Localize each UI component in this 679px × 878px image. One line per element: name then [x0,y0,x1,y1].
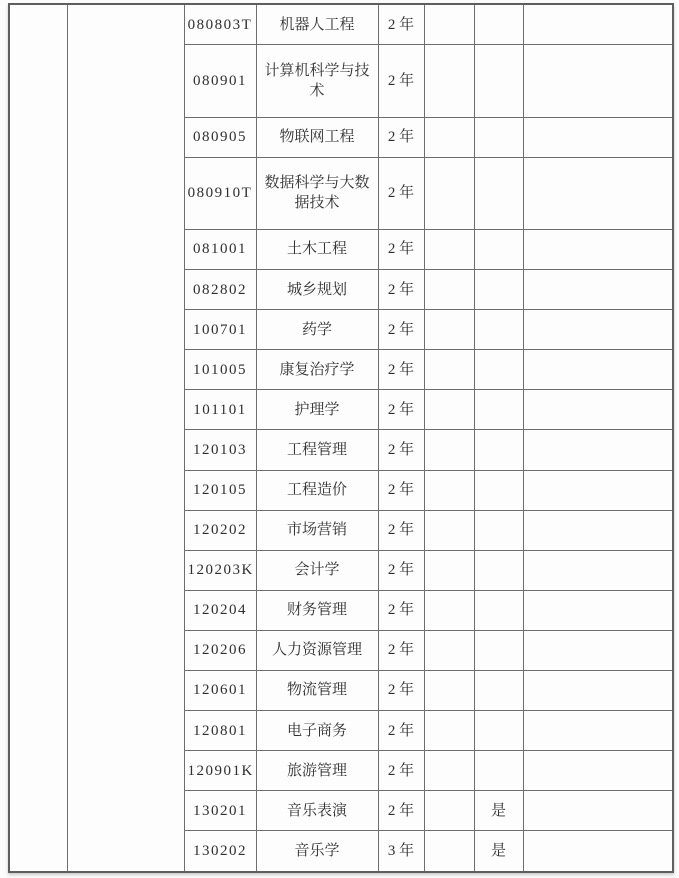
blank-cell [424,590,474,630]
flag-cell [474,310,523,350]
remarks-cell [523,390,673,430]
merged-left-cell-2 [67,4,184,872]
remarks-cell [523,791,673,831]
flag-cell [474,430,523,470]
blank-cell [424,751,474,791]
flag-cell [474,550,523,590]
major-name-cell: 数据科学与大数据技术 [256,157,378,229]
duration-cell: 2 年 [378,711,424,751]
duration-cell: 2 年 [378,430,424,470]
remarks-cell [523,671,673,711]
remarks-cell [523,711,673,751]
table-row [9,4,673,45]
duration-cell: 2 年 [378,270,424,310]
remarks-cell [523,350,673,390]
remarks-cell [523,4,673,45]
major-code-cell: 101101 [184,390,256,430]
duration-cell: 2 年 [378,45,424,117]
flag-cell: 是 [474,791,523,831]
duration-cell: 2 年 [378,630,424,670]
flag-cell [474,390,523,430]
remarks-cell [523,831,673,872]
duration-cell: 2 年 [378,4,424,45]
major-code-cell: 080910T [184,157,256,229]
major-name-cell: 会计学 [256,550,378,590]
major-name-cell: 音乐学 [256,831,378,872]
major-name-cell: 电子商务 [256,711,378,751]
major-name-cell: 机器人工程 [256,4,378,45]
remarks-cell [523,630,673,670]
blank-cell [424,390,474,430]
major-name-cell: 音乐表演 [256,791,378,831]
duration-cell: 2 年 [378,470,424,510]
major-code-cell: 120601 [184,671,256,711]
remarks-cell [523,470,673,510]
major-code-cell: 080803T [184,4,256,45]
flag-cell [474,751,523,791]
major-code-cell: 081001 [184,230,256,270]
flag-cell [474,45,523,117]
duration-cell: 2 年 [378,671,424,711]
major-code-cell: 120103 [184,430,256,470]
flag-cell: 是 [474,831,523,872]
flag-cell [474,590,523,630]
remarks-cell [523,157,673,229]
remarks-cell [523,230,673,270]
merged-left-cell-1 [9,4,67,872]
blank-cell [424,671,474,711]
duration-cell: 2 年 [378,230,424,270]
blank-cell [424,4,474,45]
blank-cell [424,350,474,390]
flag-cell [474,117,523,157]
blank-cell [424,791,474,831]
duration-cell: 2 年 [378,791,424,831]
major-code-cell: 101005 [184,350,256,390]
duration-cell: 2 年 [378,550,424,590]
blank-cell [424,270,474,310]
flag-cell [474,157,523,229]
major-code-cell: 120105 [184,470,256,510]
major-name-cell: 物流管理 [256,671,378,711]
blank-cell [424,550,474,590]
major-code-cell: 100701 [184,310,256,350]
major-name-cell: 城乡规划 [256,270,378,310]
major-name-cell: 财务管理 [256,590,378,630]
blank-cell [424,510,474,550]
remarks-cell [523,430,673,470]
blank-cell [424,831,474,872]
flag-cell [474,671,523,711]
major-code-cell: 120801 [184,711,256,751]
remarks-cell [523,751,673,791]
major-code-cell: 120206 [184,630,256,670]
table-body [9,4,673,872]
major-code-cell: 120901K [184,751,256,791]
remarks-cell [523,510,673,550]
flag-cell [474,470,523,510]
blank-cell [424,711,474,751]
blank-cell [424,45,474,117]
remarks-cell [523,117,673,157]
major-name-cell: 旅游管理 [256,751,378,791]
major-name-cell: 康复治疗学 [256,350,378,390]
major-code-cell: 120202 [184,510,256,550]
major-name-cell: 物联网工程 [256,117,378,157]
duration-cell: 2 年 [378,310,424,350]
blank-cell [424,157,474,229]
duration-cell: 2 年 [378,117,424,157]
blank-cell [424,470,474,510]
duration-cell: 2 年 [378,510,424,550]
major-name-cell: 护理学 [256,390,378,430]
major-code-cell: 130201 [184,791,256,831]
flag-cell [474,711,523,751]
major-code-cell: 120204 [184,590,256,630]
flag-cell [474,350,523,390]
duration-cell: 2 年 [378,157,424,229]
major-name-cell: 药学 [256,310,378,350]
major-code-cell: 130202 [184,831,256,872]
flag-cell [474,630,523,670]
remarks-cell [523,550,673,590]
major-name-cell: 土木工程 [256,230,378,270]
duration-cell: 3 年 [378,831,424,872]
flag-cell [474,510,523,550]
blank-cell [424,430,474,470]
major-code-cell: 120203K [184,550,256,590]
duration-cell: 2 年 [378,390,424,430]
major-code-cell: 082802 [184,270,256,310]
remarks-cell [523,270,673,310]
blank-cell [424,230,474,270]
major-name-cell: 人力资源管理 [256,630,378,670]
blank-cell [424,117,474,157]
major-name-cell: 工程造价 [256,470,378,510]
remarks-cell [523,45,673,117]
majors-table [8,3,674,873]
remarks-cell [523,310,673,350]
duration-cell: 2 年 [378,590,424,630]
major-code-cell: 080901 [184,45,256,117]
major-code-cell: 080905 [184,117,256,157]
duration-cell: 2 年 [378,751,424,791]
major-name-cell: 市场营销 [256,510,378,550]
duration-cell: 2 年 [378,350,424,390]
major-name-cell: 计算机科学与技术 [256,45,378,117]
major-name-cell: 工程管理 [256,430,378,470]
remarks-cell [523,590,673,630]
blank-cell [424,310,474,350]
flag-cell [474,270,523,310]
flag-cell [474,230,523,270]
blank-cell [424,630,474,670]
flag-cell [474,4,523,45]
